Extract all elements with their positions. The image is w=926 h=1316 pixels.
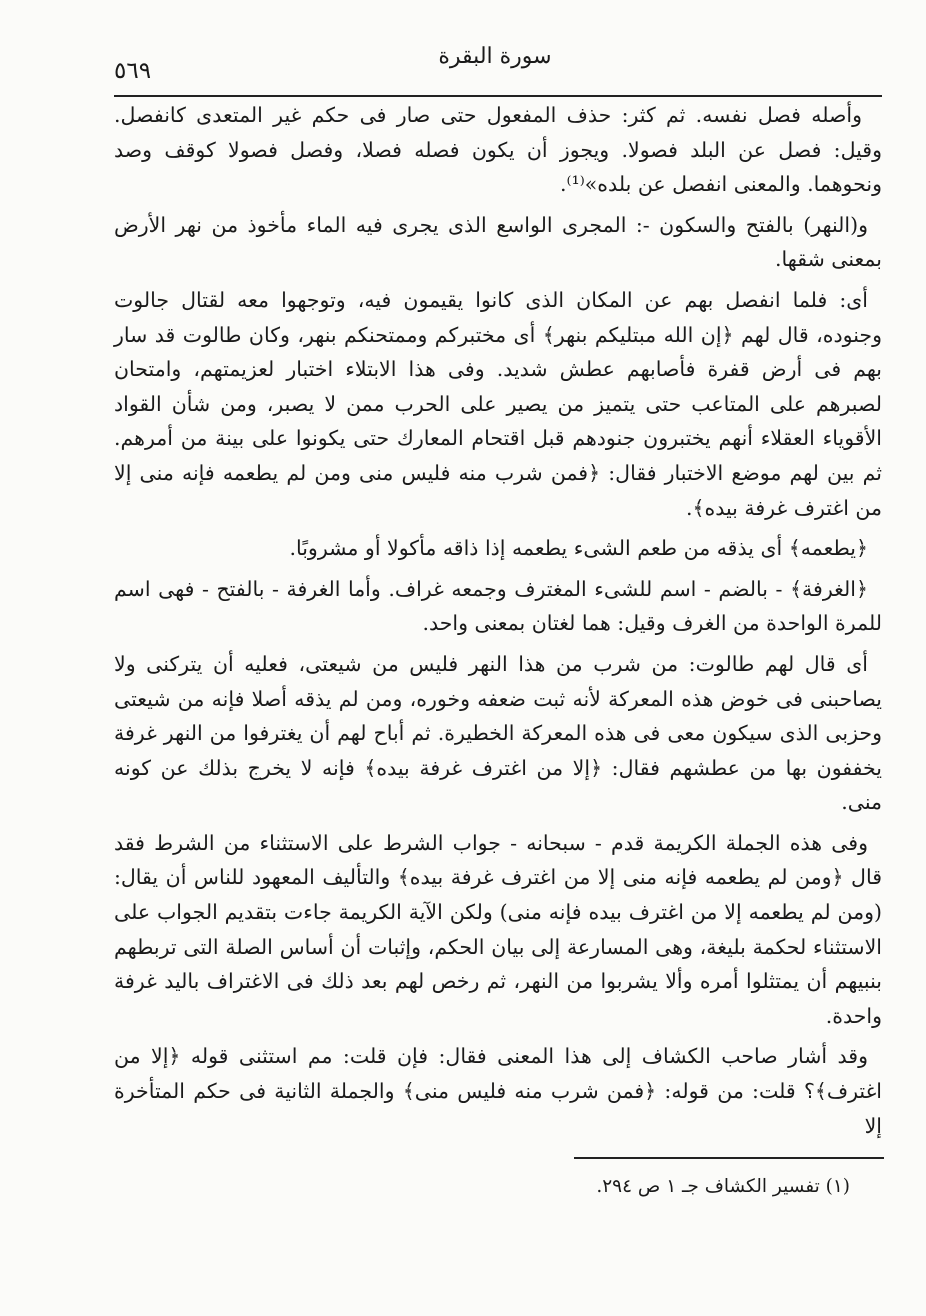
footnote-divider bbox=[574, 1157, 884, 1159]
paragraph: ﴿يطعمه﴾ أى يذقه من طعم الشىء يطعمه إذا ذاقه مأكولا أو مشروبًا. bbox=[289, 536, 868, 561]
paragraph: وقد أشار صاحب الكشاف إلى هذا المعنى فقال: فإن قلت: مم استثنى قوله ﴿إلا من اغترف﴾؟ قلت: من قوله: ﴿فمن شرب منه فليس منى﴾ والجملة الثانية فى حكم المتأخرة إلا bbox=[114, 1044, 882, 1138]
paragraph: و(النهر) بالفتح والسكون -: المجرى الواسع الذى يجرى فيه الماء مأخوذ من نهر الأرض بمعنى شقها. bbox=[114, 212, 882, 272]
page-number: ٥٦٩ bbox=[114, 58, 152, 84]
paragraph: أى قال لهم طالوت: من شرب من هذا النهر فليس من شيعتى، فعليه أن يتركنى ولا يصاحبنى فى خوض هذه المعركة لأنه ثبت ضعفه وخوره، ومن لم يذقه أصلا فإنه من شيعتى وحزبى الذى سيكون معى فى هذه المعركة الخطيرة. ثم أباح لهم أن يغترفوا من النهر غرفة يخففون بها من عطشهم فقال: ﴿إلا من اغترف غرفة بيده﴾ فإنه لا يخرج بذلك عن كونه منى. bbox=[114, 651, 882, 815]
footnote: (١) تفسير الكشاف جـ ١ ص ٢٩٤. bbox=[596, 1176, 850, 1197]
body-text bbox=[114, 98, 882, 1149]
page-header bbox=[110, 40, 880, 90]
header-divider bbox=[114, 95, 882, 97]
surah-title: سورة البقرة bbox=[438, 44, 552, 69]
paragraph: وأصله فصل نفسه. ثم كثر: حذف المفعول حتى صار فى حكم غير المتعدى كانفصل. وقيل: فصل عن البلد فصولا. ويجوز أن يكون فصله فصلا، وفصل فصولا كوقف وصد ونحوهما. والمعنى انفصل عن بلده»⁽¹⁾. bbox=[114, 103, 882, 197]
paragraph: ﴿الغرفة﴾ - بالضم - اسم للشىء المغترف وجمعه غراف. وأما الغرفة - بالفتح - فهى اسم للمرة الواحدة من الغرف وقيل: هما لغتان بمعنى واحد. bbox=[114, 576, 882, 636]
paragraph: أى: فلما انفصل بهم عن المكان الذى كانوا يقيمون فيه، وتوجهوا معه لقتال جالوت وجنوده، قال لهم ﴿إن الله مبتليكم بنهر﴾ أى مختبركم وممتحنكم بنهر، وكان طالوت قد سار بهم فى أرض قفرة فأصابهم عطش شديد. وفى هذا الابتلاء اختبار لعزيمتهم، وامتحان لصبرهم على المتاعب حتى يتميز من يصير على الحرب ممن لا يصبر، ومن شأن القواد الأقوياء العقلاء أنهم يختبرون جنودهم قبل اقتحام المعارك حتى يكونوا على بينة من أمرهم. ثم بين لهم موضع الاختبار فقال: ﴿فمن شرب منه فليس منى ومن لم يطعمه فإنه منى إلا من اغترف غرفة بيده﴾. bbox=[114, 287, 882, 520]
paragraph: وفى هذه الجملة الكريمة قدم - سبحانه - جواب الشرط على الاستثناء من الشرط فقد قال ﴿ومن لم يطعمه فإنه منى إلا من اغترف غرفة بيده﴾ والتأليف المعهود للناس أن يقال: (ومن لم يطعمه إلا من اغترف بيده فإنه منى) ولكن الآية الكريمة جاءت بتقديم الجواب على الاستثناء لحكمة بليغة، وهى المسارعة إلى بيان الحكم، وإثبات أن أساس الصلة التى تربطهم بنبيهم أن يمتثلوا أمره وألا يشربوا من النهر، ثم رخص لهم بعد ذلك فى الاغتراف باليد غرفة واحدة. bbox=[114, 830, 882, 1028]
